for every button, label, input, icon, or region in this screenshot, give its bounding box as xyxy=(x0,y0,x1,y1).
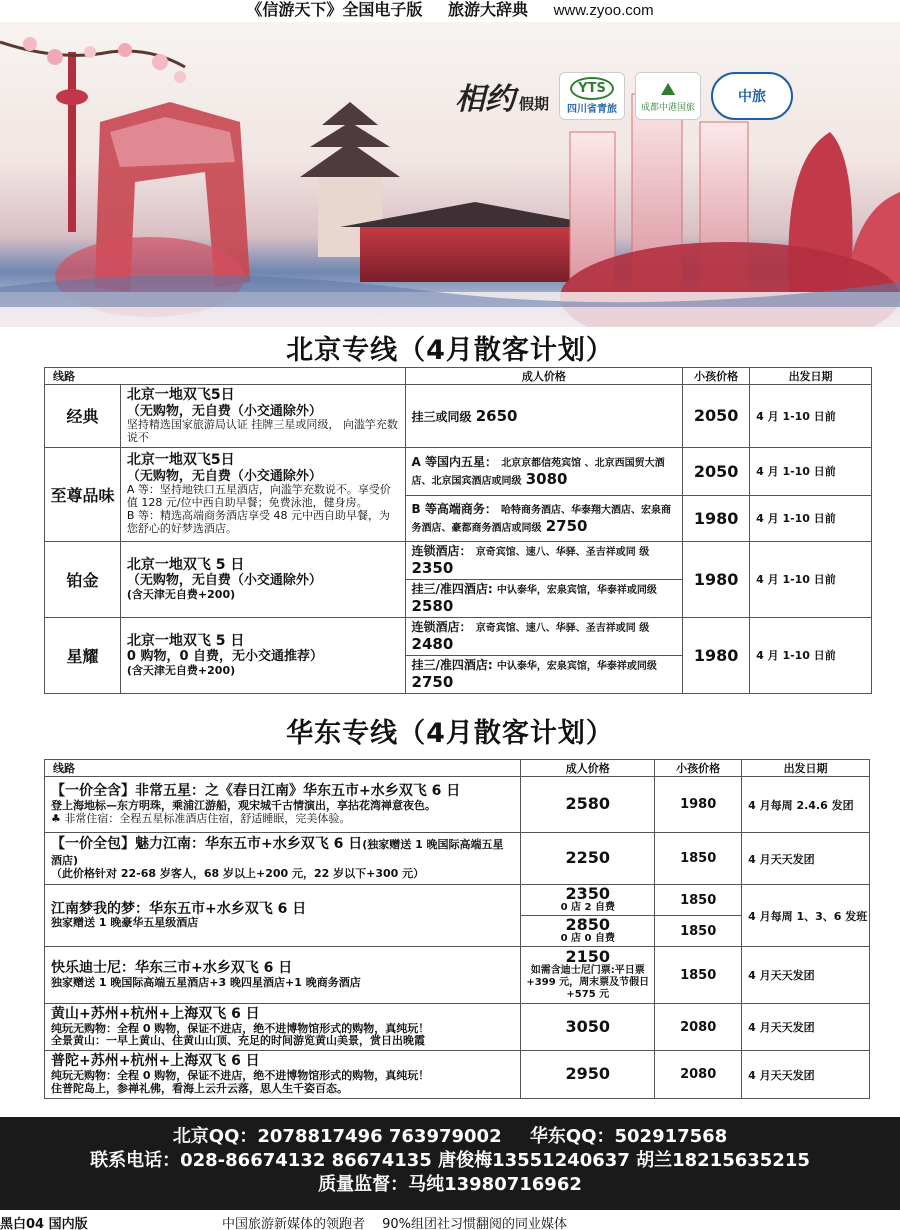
adult-price-cell xyxy=(405,579,683,617)
child-price: 2080 xyxy=(655,1051,742,1098)
category-label: 星耀 xyxy=(45,617,121,693)
huadong-qq[interactable]: 华东QQ：502917568 xyxy=(529,1126,728,1147)
route-title: 北京一地双飞5日 xyxy=(126,452,235,469)
route-subtitle: （无购物，无自费（小交通除外） xyxy=(126,573,322,589)
adult-price: 2750 xyxy=(411,672,454,691)
qq-contacts xyxy=(0,1125,900,1149)
category-label: 经典 xyxy=(45,385,121,448)
route-cell xyxy=(120,447,405,541)
website-link[interactable]: www.zyoo.com xyxy=(553,2,654,19)
adult-price-cell xyxy=(405,495,683,541)
departure-date: 4 月天天发团 xyxy=(742,947,870,1004)
hotel-level: 连锁酒店： xyxy=(411,619,472,634)
cdzg-logo: ⛰ 成都中港国旅 xyxy=(635,72,701,120)
route-subtitle: （无购物，无自费（小交通除外） xyxy=(126,403,322,419)
route-title: 北京一地双飞 5 日 xyxy=(126,556,245,573)
route-cell xyxy=(45,885,521,947)
child-price: 1980 xyxy=(683,495,750,541)
table-row xyxy=(45,947,870,1004)
hotel-level: 挂三或同级 xyxy=(411,409,472,424)
contact-footer xyxy=(0,1117,900,1210)
adult-price-cell xyxy=(405,541,683,579)
route-title: 黄山+苏州+杭州+上海双飞 6 日 xyxy=(51,1006,260,1022)
hotel-level: 挂三/准四酒店: xyxy=(411,657,493,672)
route-subtitle: （无购物，无自费（小交通除外） xyxy=(126,468,322,484)
adult-price-note: 如需含迪士尼门票:平日票+399 元，周末票及节假日+575 元 xyxy=(526,965,650,1001)
departure-date: 4 月每周 1、3、6 发班 xyxy=(742,885,870,947)
route-cell xyxy=(45,1004,521,1051)
route-title: 【一价全包】魅力江南：华东五市+水乡双飞 6 日 xyxy=(51,836,363,853)
adult-price: 2350 xyxy=(411,558,454,577)
route-title: 普陀+苏州+杭州+上海双飞 6 日 xyxy=(51,1053,260,1070)
header-route: 线路 xyxy=(45,760,521,777)
header-adult: 成人价格 xyxy=(405,368,683,385)
adult-price-cell xyxy=(521,885,655,916)
category-label: 铂金 xyxy=(45,541,121,617)
route-description: （此价格针对 22-68 岁客人，68 岁以上+200 元，22 岁以下+300 元） xyxy=(51,866,425,880)
route-highlight: 住普陀岛上，参禅礼佛，看海上云升云落，思人生千姿百态。 xyxy=(51,1081,348,1095)
adult-price-cell xyxy=(405,447,683,495)
child-price: 1980 xyxy=(655,777,742,833)
magazine-subtitle: 旅游大辞典 xyxy=(447,0,528,19)
hotel-level: A 等国内五星： xyxy=(411,454,497,469)
route-title: 快乐迪士尼：华东三市+水乡双飞 6 日 xyxy=(51,960,293,977)
adult-price: 2650 xyxy=(475,406,518,425)
route-cell xyxy=(120,385,405,448)
route-note: (含天津无自费+200) xyxy=(126,663,236,677)
header-date: 出发日期 xyxy=(742,760,870,777)
table-row xyxy=(45,1051,870,1098)
route-description: 纯玩无购物：全程 0 购物，保证不进店，绝不进博物馆形式的购物，真纯玩！ xyxy=(51,1021,430,1035)
route-description: 独家赠送 1 晚豪华五星级酒店 xyxy=(51,916,199,930)
hotel-list: 哈特商务酒店、华泰翔大酒店、宏泉商务酒店、豪都商务酒店或同级 xyxy=(411,504,672,534)
child-price: 2050 xyxy=(683,385,750,448)
hotel-list: 中认泰华，宏泉宾馆，华泰祥或同级 xyxy=(496,584,657,596)
hotel-level: 挂三/准四酒店: xyxy=(411,581,493,596)
adult-price: 2850 xyxy=(565,914,611,934)
table-row xyxy=(45,385,872,448)
route-cell xyxy=(120,541,405,617)
adult-price-note: 0 店 2 自费 xyxy=(560,902,615,914)
xiangyue-logo: 相约 假期 xyxy=(455,82,550,117)
adult-price: 2750 xyxy=(545,516,588,535)
adult-price-cell xyxy=(521,947,655,1004)
child-price: 1850 xyxy=(655,885,742,916)
departure-date: 4 月 1-10 日前 xyxy=(750,617,872,693)
page-label: 黑白04 国内版 xyxy=(0,1217,88,1230)
route-highlight: 全景黄山：一早上黄山、住黄山山顶、充足的时间游览黄山美景，赏日出晚霞 xyxy=(51,1034,425,1048)
adult-price: 3050 xyxy=(521,1004,655,1051)
route-description: 坚持精选国家旅游局认证 挂牌三星或同级， 向滥竽充数说不 xyxy=(126,417,398,444)
route-bonus: (独家赠送 1 晚国际高端五星酒店) xyxy=(51,838,504,867)
hotel-list: 中认泰华，宏泉宾馆，华泰祥或同级 xyxy=(496,660,657,672)
hotel-level: B 等高端商务： xyxy=(411,501,497,516)
adult-price: 2580 xyxy=(411,596,454,615)
table-row xyxy=(45,885,870,916)
adult-price: 2950 xyxy=(521,1051,655,1098)
child-price: 1980 xyxy=(683,541,750,617)
route-accommodation: ♣ 非常住宿：全程五星标准酒店住宿，舒适睡眠，完美体验。 xyxy=(51,811,351,825)
route-subtitle: 0 购物，0 自费，无小交通推荐） xyxy=(126,649,324,665)
adult-price-cell xyxy=(521,916,655,947)
departure-date: 4 月天天发团 xyxy=(742,1051,870,1098)
child-price: 2080 xyxy=(655,1004,742,1051)
route-description: 登上海地标—东方明珠，乘浦江游船，观宋城千古情演出，享拈花湾禅意夜色。 xyxy=(51,798,436,812)
route-description-b: B 等：精选高端商务酒店享受 48 元中西自助早餐，为您舒心的好梦选酒店。 xyxy=(126,509,390,536)
adult-price-cell xyxy=(405,617,683,655)
departure-date: 4 月 1-10 日前 xyxy=(750,495,872,541)
beijing-section-title: 北京专线（4月散客计划） xyxy=(286,335,614,366)
beijing-qq[interactable]: 北京QQ：2078817496 763979002 xyxy=(172,1126,502,1147)
beijing-banner-image xyxy=(0,22,900,327)
quality-supervisor[interactable]: 质量监督：马纯13980716962 xyxy=(318,1174,582,1195)
huadong-price-table xyxy=(44,759,870,1099)
beijing-price-table xyxy=(44,367,872,694)
zhonglv-logo: 中旅 xyxy=(711,72,793,120)
huadong-section-title: 华东专线（4月散客计划） xyxy=(286,718,614,749)
table-row xyxy=(45,617,872,655)
adult-price: 2350 xyxy=(565,883,611,903)
adult-price: 2150 xyxy=(565,946,611,966)
header-adult: 成人价格 xyxy=(521,760,655,777)
departure-date: 4 月每周 2.4.6 发团 xyxy=(742,777,870,833)
adult-price: 2480 xyxy=(411,634,454,653)
header-route: 线路 xyxy=(45,368,406,385)
hotel-list: 京奇宾馆、速八、华驿、圣吉祥或同 级 xyxy=(475,546,650,558)
hotel-list: 京奇宾馆、速八、华驿、圣吉祥或同 级 xyxy=(475,622,650,634)
child-price: 1980 xyxy=(683,617,750,693)
table-row xyxy=(45,1004,870,1051)
route-cell xyxy=(45,1051,521,1098)
table-header-row xyxy=(45,760,870,777)
beijing-skyline-illustration xyxy=(0,22,900,327)
adult-price: 3080 xyxy=(525,469,568,488)
slogan: 中国旅游新媒体的领跑者 90%组团社习惯翻阅的同业媒体 xyxy=(222,1217,568,1230)
yts-logo: YTS 四川省青旅 xyxy=(559,72,625,120)
table-row xyxy=(45,833,870,885)
route-note: (含天津无自费+200) xyxy=(126,587,236,601)
hotel-list: 北京京都信苑宾馆 、北京西国贸大酒店、北京国宾酒店或同级 xyxy=(411,457,665,487)
child-price: 1850 xyxy=(655,947,742,1004)
route-title: 北京一地双飞5日 xyxy=(126,387,235,403)
route-title: 北京一地双飞 5 日 xyxy=(126,632,245,649)
adult-price-cell xyxy=(405,655,683,693)
route-title: 江南梦我的梦：华东五市+水乡双飞 6 日 xyxy=(51,900,307,917)
table-header-row xyxy=(45,368,872,385)
adult-price: 2580 xyxy=(521,777,655,833)
child-price: 2050 xyxy=(683,447,750,495)
category-label: 至尊品味 xyxy=(45,447,121,541)
child-price: 1850 xyxy=(655,916,742,947)
departure-date: 4 月天天发团 xyxy=(742,833,870,885)
partner-logos xyxy=(455,72,793,120)
route-cell xyxy=(45,777,521,833)
route-description: 独家赠送 1 晚国际高端五星酒店+3 晚四星酒店+1 晚商务酒店 xyxy=(51,975,361,989)
header-child: 小孩价格 xyxy=(683,368,750,385)
phone-contacts[interactable]: 联系电话：028-86674132 86674135 唐俊梅13551240637 胡兰18215635215 xyxy=(90,1150,810,1171)
bottom-bar xyxy=(0,1212,900,1230)
departure-date: 4 月 1-10 日前 xyxy=(750,447,872,495)
departure-date: 4 月 1-10 日前 xyxy=(750,541,872,617)
route-cell xyxy=(45,833,521,885)
departure-date: 4 月天天发团 xyxy=(742,1004,870,1051)
header-child: 小孩价格 xyxy=(655,760,742,777)
route-cell xyxy=(120,617,405,693)
child-price: 1850 xyxy=(655,833,742,885)
magazine-title: 《信游天下》全国电子版 xyxy=(246,0,423,19)
route-description: 纯玩无购物：全程 0 购物，保证不进店，绝不进博物馆形式的购物，真纯玩！ xyxy=(51,1068,430,1082)
departure-date: 4 月 1-10 日前 xyxy=(750,385,872,448)
route-description-a: A 等：坚持地铁口五星酒店，向滥竽充数说不。享受价值 128 元/位中西自助早餐；免费泳池，健身房。 xyxy=(126,483,391,510)
adult-price: 2250 xyxy=(521,833,655,885)
table-row xyxy=(45,777,870,833)
top-header xyxy=(0,0,900,22)
table-row xyxy=(45,447,872,495)
header-date: 出发日期 xyxy=(750,368,872,385)
hotel-level: 连锁酒店： xyxy=(411,543,472,558)
table-row xyxy=(45,541,872,579)
adult-price-cell xyxy=(405,385,683,448)
route-cell xyxy=(45,947,521,1004)
adult-price-note: 0 店 0 自费 xyxy=(560,933,615,945)
route-title: 【一价全含】非常五星：之《春日江南》华东五市+水乡双飞 6 日 xyxy=(51,783,461,800)
